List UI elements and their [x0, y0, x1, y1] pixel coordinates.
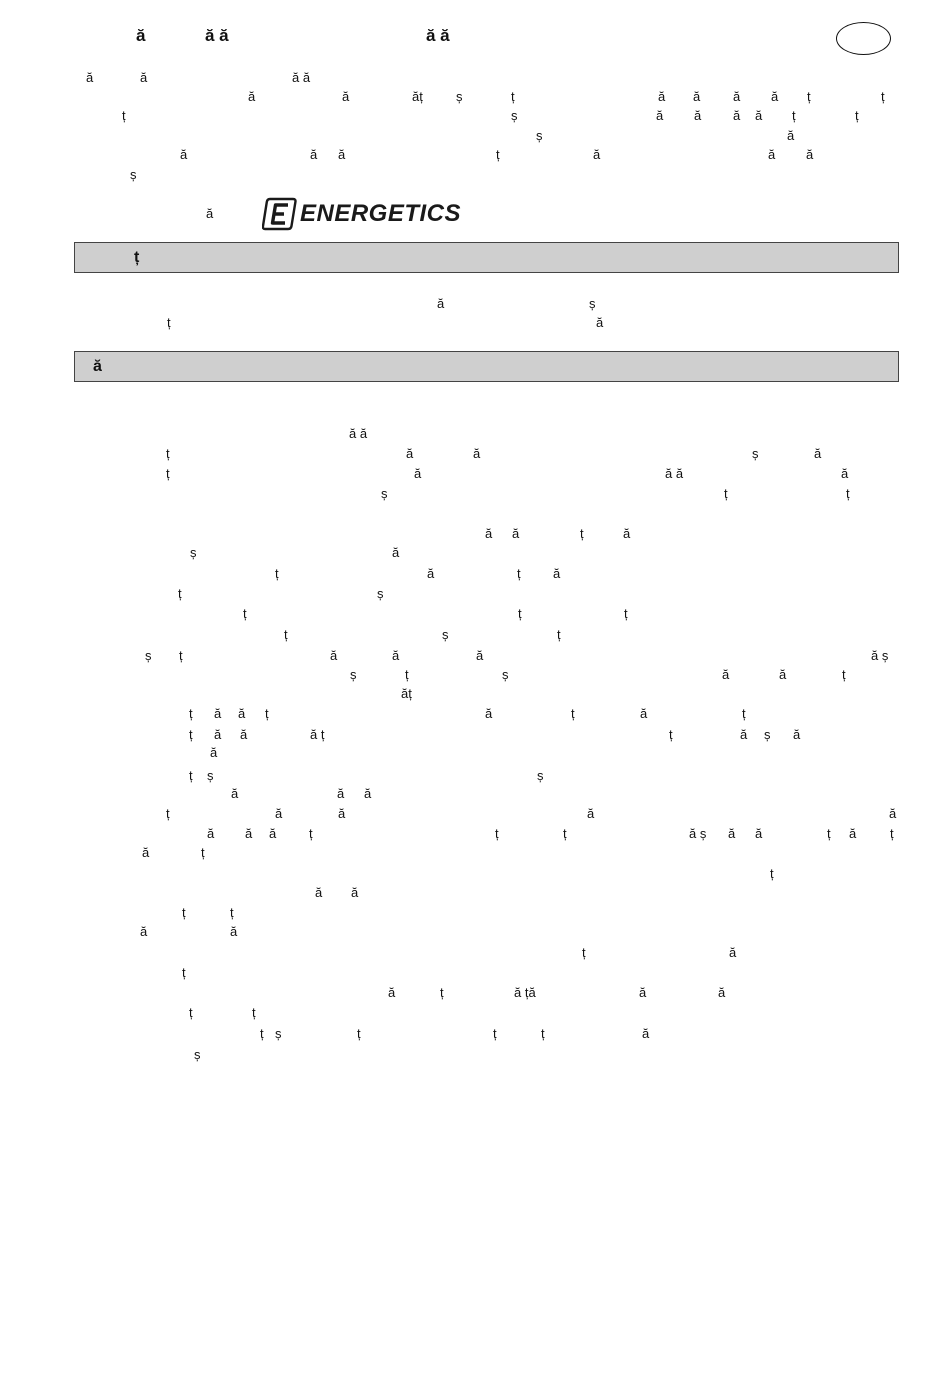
- text-fragment: ț: [742, 706, 746, 721]
- text-fragment: ăț: [401, 686, 412, 701]
- text-fragment: ă: [315, 885, 323, 900]
- text-fragment: ă: [623, 526, 631, 541]
- text-fragment: ă: [642, 1026, 650, 1041]
- text-fragment: ă ș: [871, 648, 889, 663]
- text-fragment: ă: [755, 826, 763, 841]
- text-fragment: ț: [724, 486, 728, 501]
- text-fragment: ă: [755, 108, 763, 123]
- text-fragment: ă: [779, 667, 787, 682]
- text-fragment: ț: [357, 1026, 361, 1041]
- language-badge: [836, 22, 891, 55]
- text-fragment: ă: [639, 985, 647, 1000]
- text-fragment: ț: [807, 89, 811, 104]
- text-fragment: ț: [827, 826, 831, 841]
- text-fragment: ă: [86, 70, 94, 85]
- text-fragment: ț: [493, 1026, 497, 1041]
- text-fragment: ț: [179, 648, 183, 663]
- title-fragment: ă: [136, 26, 146, 45]
- text-fragment: ț: [189, 727, 193, 742]
- text-fragment: ț: [243, 606, 247, 621]
- section-heading: ț: [134, 249, 140, 266]
- text-fragment: ț: [122, 108, 126, 123]
- text-fragment: ț: [580, 526, 584, 541]
- text-fragment: ă: [140, 70, 148, 85]
- text-fragment: ă: [214, 706, 222, 721]
- text-fragment: ț: [582, 945, 586, 960]
- text-fragment: ă: [841, 466, 849, 481]
- text-fragment: ș: [752, 446, 759, 461]
- text-fragment: ă: [485, 706, 493, 721]
- text-fragment: ă: [269, 826, 277, 841]
- text-fragment: ă: [351, 885, 359, 900]
- text-fragment: ș: [511, 108, 518, 123]
- text-fragment: ă: [337, 786, 345, 801]
- text-fragment: ă: [342, 89, 350, 104]
- text-fragment: ț: [252, 1005, 256, 1020]
- text-fragment: ș: [190, 545, 197, 560]
- text-fragment: ă: [275, 806, 283, 821]
- text-fragment: ș: [377, 586, 384, 601]
- text-fragment: ă: [587, 806, 595, 821]
- text-fragment: ț: [189, 706, 193, 721]
- text-fragment: ț: [855, 108, 859, 123]
- logo-text: ENERGETICS: [300, 200, 462, 227]
- text-fragment: ă: [140, 924, 148, 939]
- text-fragment: ț: [166, 446, 170, 461]
- text-fragment: ă ă: [665, 466, 684, 481]
- text-fragment: ș: [145, 648, 152, 663]
- text-fragment: ț: [182, 905, 186, 920]
- text-fragment: ț: [275, 566, 279, 581]
- text-fragment: ă ă: [292, 70, 311, 85]
- text-fragment: ă: [392, 648, 400, 663]
- text-fragment: ș: [589, 296, 596, 311]
- text-fragment: ă: [207, 826, 215, 841]
- text-fragment: ț: [182, 965, 186, 980]
- text-fragment: ț: [440, 985, 444, 1000]
- text-fragment: ă: [414, 466, 422, 481]
- text-fragment: ț: [496, 147, 500, 162]
- text-fragment: ă: [248, 89, 256, 104]
- text-fragment: ă: [718, 985, 726, 1000]
- text-fragment: ă: [476, 648, 484, 663]
- text-fragment: ț: [846, 486, 850, 501]
- text-fragment: ă: [210, 745, 218, 760]
- text-fragment: ă: [230, 924, 238, 939]
- text-fragment: ț: [178, 586, 182, 601]
- text-fragment: ț: [189, 768, 193, 783]
- text-fragment: ă ț: [310, 727, 325, 742]
- text-fragment: ș: [350, 667, 357, 682]
- text-fragment: ă: [771, 89, 779, 104]
- text-fragment: ă: [427, 566, 435, 581]
- text-fragment: ă: [806, 147, 814, 162]
- text-fragment: ă: [793, 727, 801, 742]
- text-fragment: ă: [392, 545, 400, 560]
- text-fragment: ă: [787, 128, 795, 143]
- text-fragment: ă: [889, 806, 897, 821]
- text-fragment: ă: [330, 648, 338, 663]
- text-fragment: ă: [553, 566, 561, 581]
- text-fragment: ț: [230, 905, 234, 920]
- text-fragment: ă: [214, 727, 222, 742]
- logo-caption: ă: [206, 206, 214, 221]
- text-fragment: ă: [814, 446, 822, 461]
- text-fragment: ă: [388, 985, 396, 1000]
- text-fragment: ș: [502, 667, 509, 682]
- text-fragment: ă: [364, 786, 372, 801]
- text-fragment: ă: [722, 667, 730, 682]
- text-fragment: ț: [890, 826, 894, 841]
- text-fragment: ț: [201, 845, 205, 860]
- energetics-logo: [262, 196, 474, 232]
- text-fragment: ț: [842, 667, 846, 682]
- text-fragment: ș: [764, 727, 771, 742]
- text-fragment: ă ă: [349, 426, 368, 441]
- text-fragment: ă: [512, 526, 520, 541]
- text-fragment: ș: [275, 1026, 282, 1041]
- text-fragment: ț: [517, 566, 521, 581]
- text-fragment: ț: [405, 667, 409, 682]
- text-fragment: ă: [338, 147, 346, 162]
- section-heading-bar: [74, 351, 899, 382]
- text-fragment: ș: [456, 89, 463, 104]
- text-fragment: ț: [563, 826, 567, 841]
- title-fragment: ă ă: [426, 26, 450, 45]
- text-fragment: ă: [596, 315, 604, 330]
- text-fragment: ș: [207, 768, 214, 783]
- text-fragment: ăț: [412, 89, 423, 104]
- text-fragment: ă: [728, 826, 736, 841]
- text-fragment: ț: [624, 606, 628, 621]
- text-fragment: ă ță: [514, 985, 536, 1000]
- text-fragment: ă ș: [689, 826, 707, 841]
- logo-mark-icon: [262, 196, 298, 232]
- text-fragment: ț: [669, 727, 673, 742]
- text-fragment: ă: [338, 806, 346, 821]
- text-fragment: ă: [849, 826, 857, 841]
- text-fragment: ă: [729, 945, 737, 960]
- text-fragment: ă: [658, 89, 666, 104]
- text-fragment: ă: [733, 108, 741, 123]
- text-fragment: ț: [167, 315, 171, 330]
- text-fragment: ă: [593, 147, 601, 162]
- text-fragment: ș: [536, 128, 543, 143]
- text-fragment: ț: [770, 866, 774, 881]
- text-fragment: ț: [792, 108, 796, 123]
- text-fragment: ș: [381, 486, 388, 501]
- text-fragment: ă: [180, 147, 188, 162]
- text-fragment: ă: [142, 845, 150, 860]
- text-fragment: ă: [640, 706, 648, 721]
- text-fragment: ț: [518, 606, 522, 621]
- text-fragment: ț: [166, 806, 170, 821]
- section-heading-bar: [74, 242, 899, 273]
- text-fragment: ă: [310, 147, 318, 162]
- text-fragment: ă: [406, 446, 414, 461]
- section-heading: ă: [93, 358, 102, 375]
- text-fragment: ă: [437, 296, 445, 311]
- text-fragment: ț: [881, 89, 885, 104]
- text-fragment: ă: [245, 826, 253, 841]
- text-fragment: ț: [284, 627, 288, 642]
- text-fragment: ș: [130, 167, 137, 182]
- text-fragment: ț: [557, 627, 561, 642]
- text-fragment: ă: [768, 147, 776, 162]
- text-fragment: ț: [265, 706, 269, 721]
- title-fragment: ă ă: [205, 26, 229, 45]
- text-fragment: ș: [537, 768, 544, 783]
- text-fragment: ă: [485, 526, 493, 541]
- text-fragment: ă: [231, 786, 239, 801]
- text-fragment: ă: [694, 108, 702, 123]
- text-fragment: ț: [166, 466, 170, 481]
- text-fragment: ă: [473, 446, 481, 461]
- text-fragment: ă: [240, 727, 248, 742]
- text-fragment: ț: [511, 89, 515, 104]
- text-fragment: ș: [194, 1047, 201, 1062]
- text-fragment: ă: [656, 108, 664, 123]
- text-fragment: ț: [189, 1005, 193, 1020]
- text-fragment: ă: [740, 727, 748, 742]
- text-fragment: ț: [260, 1026, 264, 1041]
- text-fragment: ț: [541, 1026, 545, 1041]
- text-fragment: ș: [442, 627, 449, 642]
- text-fragment: ț: [495, 826, 499, 841]
- text-fragment: ă: [693, 89, 701, 104]
- text-fragment: ț: [309, 826, 313, 841]
- text-fragment: ț: [571, 706, 575, 721]
- text-fragment: ă: [238, 706, 246, 721]
- text-fragment: ă: [733, 89, 741, 104]
